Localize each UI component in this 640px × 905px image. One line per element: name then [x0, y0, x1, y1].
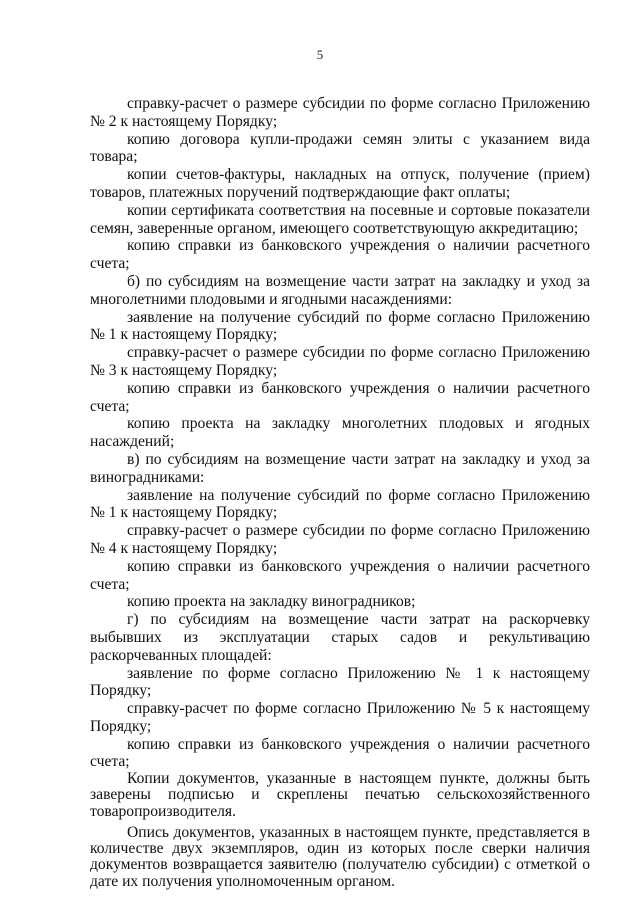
paragraph: копию договора купли-продажи семян элиты с указанием вида товара;: [90, 130, 590, 166]
document-body: [90, 95, 590, 890]
paragraph: копии сертификата соответствия на посевные и сортовые показатели семян, заверенные органом, имеющего соответствующую аккредитацию;: [90, 201, 590, 237]
paragraph: справку-расчет о размере субсидии по форме согласно Приложению № 2 к настоящему Порядку;: [90, 95, 590, 130]
paragraph: копию справки из банковского учреждения о наличии расчетного счета;: [90, 237, 590, 273]
paragraph: Копии документов, указанные в настоящем пункте, должны быть заверены подписью и скреплены печатью сельскохозяйственного товаропроизводителя.: [90, 770, 590, 820]
paragraph: в) по субсидиям на возмещение части затрат на закладку и уход за виноградниками:: [90, 450, 590, 486]
paragraph: копию проекта на закладку виноградников;: [127, 593, 416, 611]
paragraph: копию проекта на закладку многолетних плодовых и ягодных насаждений;: [90, 415, 590, 451]
paragraph: г) по субсидиям на возмещение части затрат на раскорчевку выбывших из эксплуатации старых садов и рекультивацию раскорчеванных площадей:: [90, 611, 590, 664]
paragraph: справку-расчет по форме согласно Приложению № 5 к настоящему Порядку;: [90, 700, 590, 735]
paragraph: справку-расчет о размере субсидии по форме согласно Приложению № 4 к настоящему Порядку;: [90, 522, 590, 557]
paragraph: копии счетов-фактуры, накладных на отпуск, получение (прием) товаров, платежных поручений подтверждающие факт оплаты;: [90, 166, 590, 201]
paragraph: заявление на получение субсидий по форме согласно Приложению № 1 к настоящему Порядку;: [90, 308, 590, 344]
paragraph: справку-расчет о размере субсидии по форме согласно Приложению № 3 к настоящему Порядку;: [90, 344, 590, 379]
paragraph: копию справки из банковского учреждения о наличии расчетного счета;: [90, 557, 590, 593]
paragraph: копию справки из банковского учреждения о наличии расчетного счета;: [90, 735, 590, 771]
paragraph: заявление по форме согласно Приложению № 1 к настоящему Порядку;: [90, 664, 590, 700]
page-number: 5: [316, 47, 324, 62]
paragraph: копию справки из банковского учреждения о наличии расчетного счета;: [90, 379, 590, 415]
paragraph: Опись документов, указанных в настоящем пункте, представляется в количестве двух экземпляров, один из которых после сверки наличия документов возвращается заявителю (получателю субсидии) с отметкой о дате их получения уполномоченным органом.: [90, 823, 590, 890]
paragraph: б) по субсидиям на возмещение части затрат на закладку и уход за многолетними плодовыми и ягодными насаждениями:: [90, 272, 590, 308]
paragraph: заявление на получение субсидий по форме согласно Приложению № 1 к настоящему Порядку;: [90, 486, 590, 522]
